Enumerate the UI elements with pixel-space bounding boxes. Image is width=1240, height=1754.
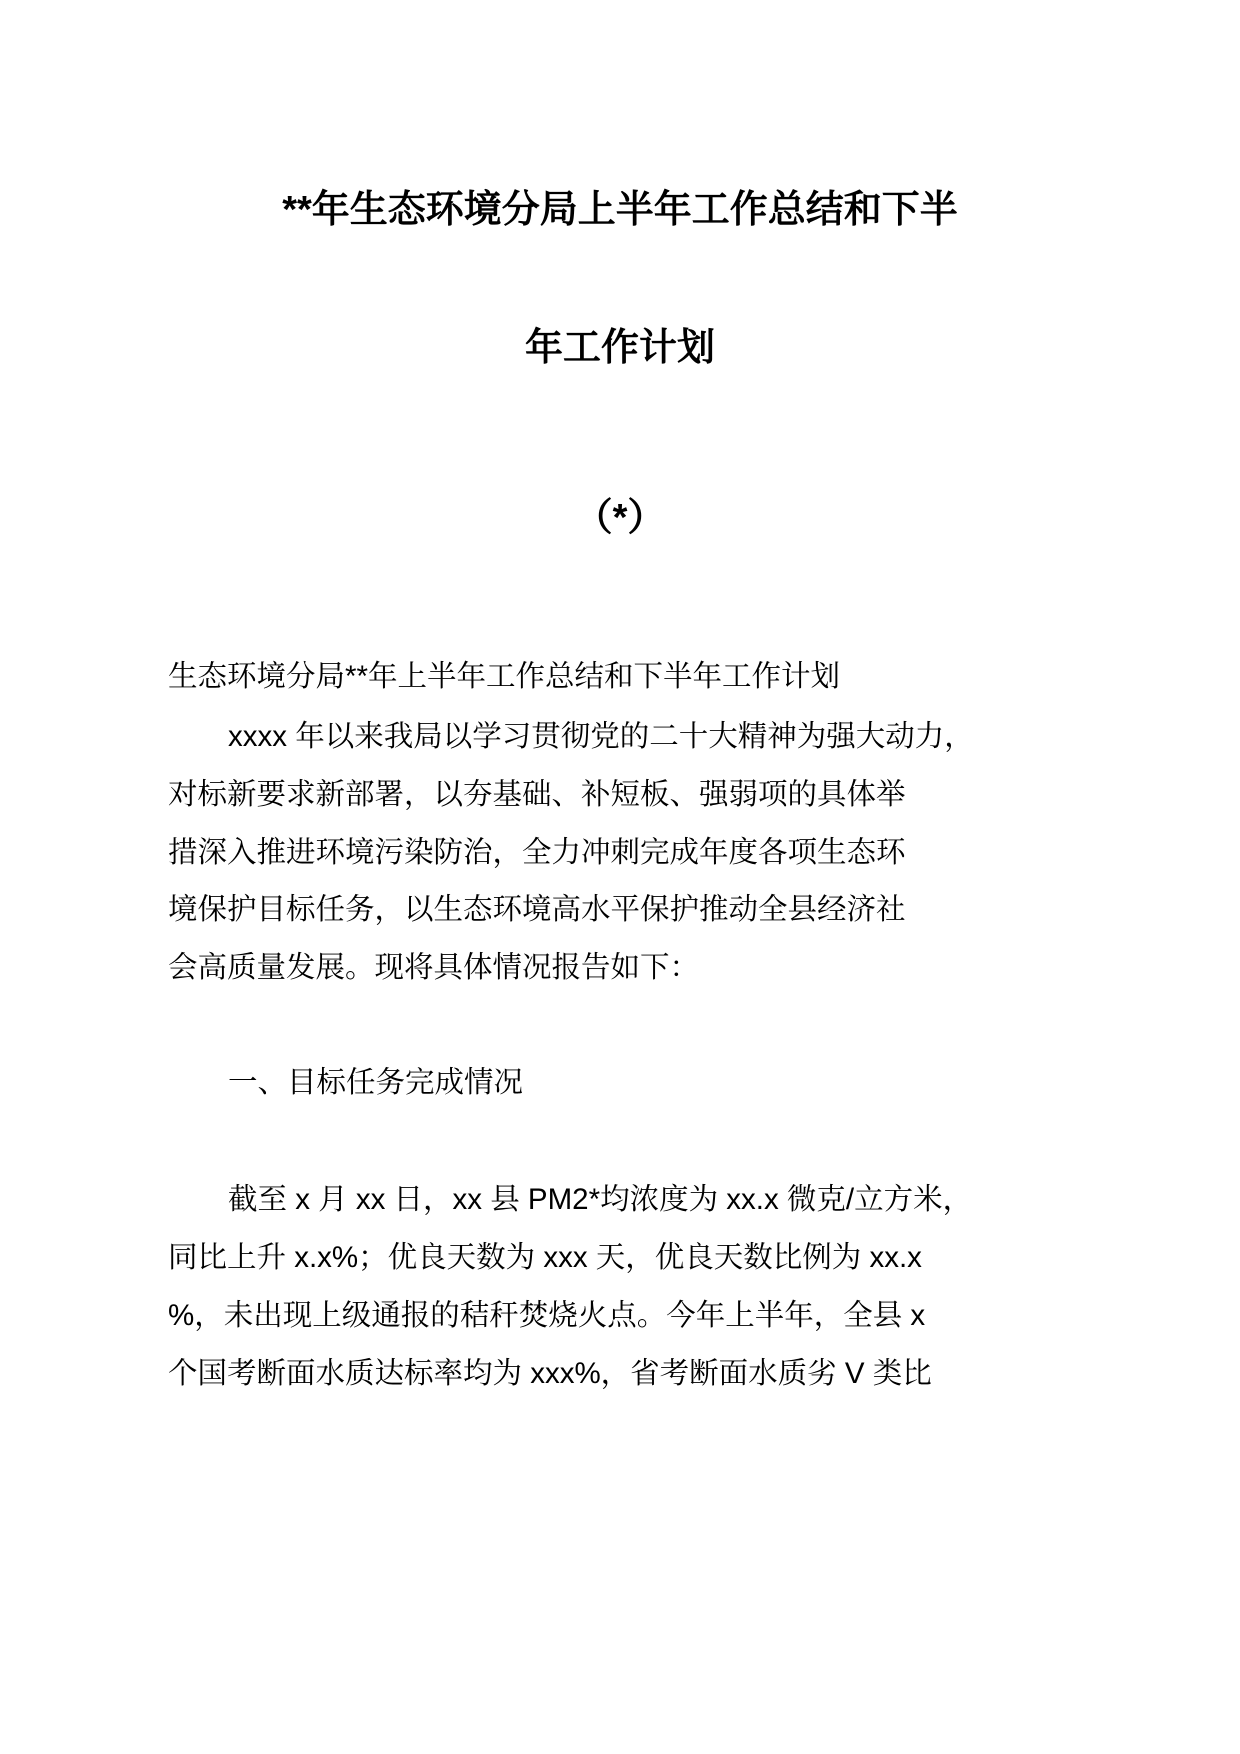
document-title-line-2: 年工作计划 — [524, 327, 715, 369]
section-heading: 一、目标任务完成情况 — [228, 1066, 524, 1099]
intro-line: 境保护目标任务，以生态环境高水平保护推动全县经济社 — [168, 893, 906, 926]
section-line: 同比上升 x.x%；优良天数为 xxx 天，优良天数比例为 xx.x — [168, 1241, 922, 1274]
document-title-line-1: **年生态环境分局上半年工作总结和下半 — [282, 189, 958, 231]
document-heading-line: 生态环境分局**年上半年工作总结和下半年工作计划 — [168, 660, 840, 693]
intro-line: 对标新要求新部署，以夯基础、补短板、强弱项的具体举 — [168, 778, 906, 811]
intro-line: xxxx 年以来我局以学习贯彻党的二十大精神为强大动力， — [228, 720, 974, 753]
intro-line: 措深入推进环境污染防治，全力冲刺完成年度各项生态环 — [168, 836, 906, 869]
document-subtitle: （*） — [574, 497, 666, 539]
section-line: 个国考断面水质达标率均为 xxx%，省考断面水质劣 V 类比 — [168, 1357, 932, 1390]
section-line: %，未出现上级通报的秸秆焚烧火点。今年上半年，全县 x — [168, 1299, 926, 1332]
intro-line: 会高质量发展。现将具体情况报告如下： — [168, 951, 700, 984]
section-line: 截至 x 月 xx 日，xx 县 PM2*均浓度为 xx.x 微克/立方米， — [228, 1183, 973, 1216]
